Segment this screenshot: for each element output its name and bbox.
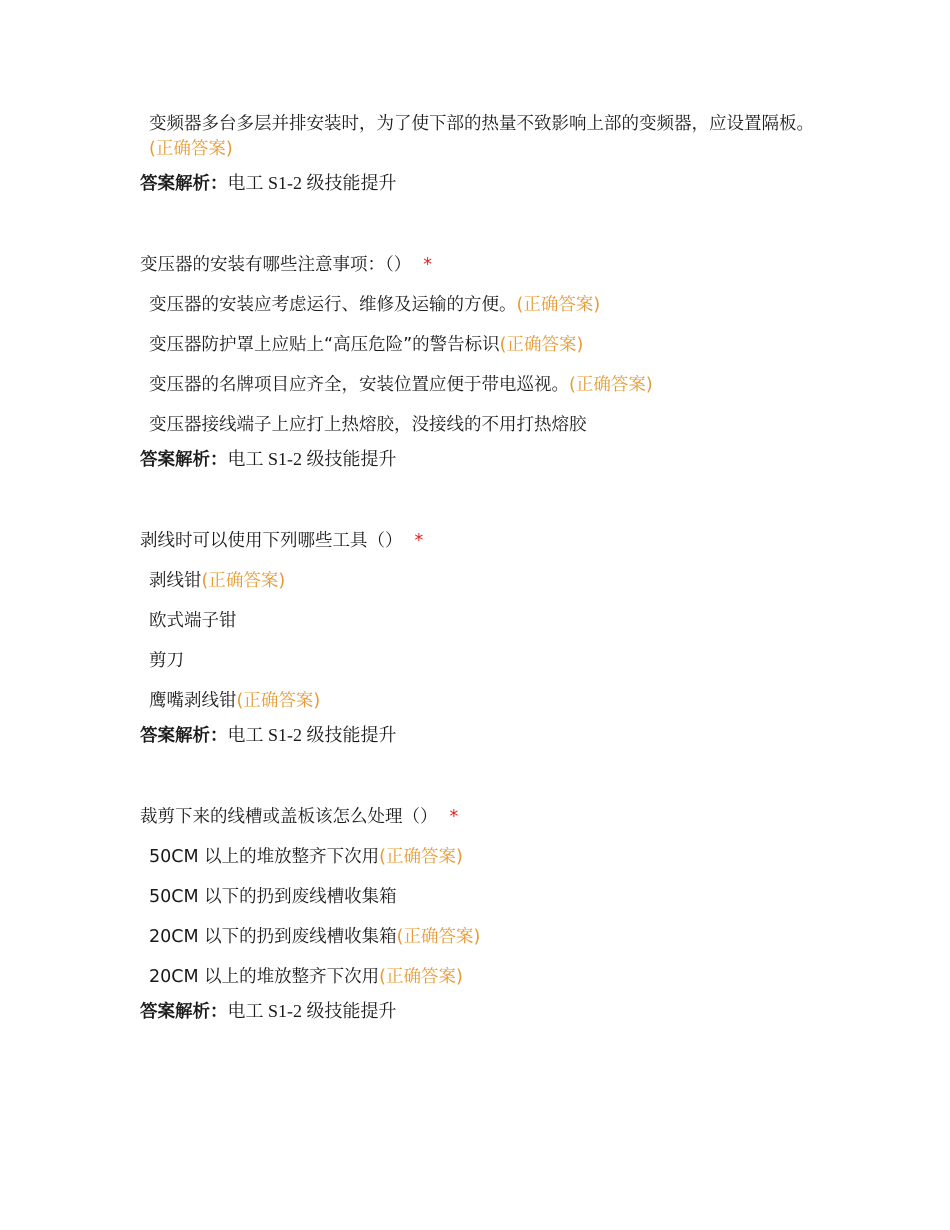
explanation-label: 答案解析：: [140, 1002, 228, 1022]
required-star: *: [423, 255, 432, 275]
question-title: [140, 529, 820, 554]
option-text: 变压器接线端子上应打上热熔胶，没接线的不用打热熔胶: [149, 415, 587, 435]
option-text: 变频器多台多层并排安装时，为了使下部的热量不致影响上部的变频器，应设置隔板。: [149, 114, 814, 134]
option-text: 变压器防护罩上应贴上“高压危险”的警告标识: [149, 335, 500, 355]
option-text: 20CM 以上的堆放整齐下次用: [149, 967, 380, 987]
option-q1-0[interactable]: [140, 293, 820, 318]
question-title-text: 裁剪下来的线槽或盖板该怎么处理（）: [140, 807, 438, 827]
option-text: 剥线钳: [149, 571, 202, 591]
option-text: 变压器的名牌项目应齐全，安装位置应便于带电巡视。: [149, 375, 569, 395]
option-q3-3[interactable]: [140, 965, 820, 990]
question-title-text: 变压器的安装有哪些注意事项：（）: [140, 255, 412, 275]
answer-explanation: [140, 723, 820, 749]
option-q0-0: [140, 112, 820, 162]
correct-answer-tag: (正确答案): [379, 847, 463, 867]
option-q2-1[interactable]: [140, 609, 820, 634]
question-3: [140, 805, 820, 1025]
option-q2-3[interactable]: [140, 689, 820, 714]
question-title: [140, 805, 820, 830]
correct-answer-tag: (正确答案): [149, 139, 233, 159]
question-2: [140, 529, 820, 749]
correct-answer-tag: (正确答案): [569, 375, 653, 395]
explanation-label: 答案解析：: [140, 450, 228, 470]
option-text: 变压器的安装应考虑运行、维修及运输的方便。: [149, 295, 517, 315]
option-text: 鹰嘴剥线钳: [149, 691, 237, 711]
option-q2-2[interactable]: [140, 649, 820, 674]
option-q1-2[interactable]: [140, 373, 820, 398]
option-text: 20CM 以下的扔到废线槽收集箱: [149, 927, 397, 947]
explanation-label: 答案解析：: [140, 726, 228, 746]
option-q2-0[interactable]: [140, 569, 820, 594]
quiz-document: [140, 112, 820, 1025]
answer-explanation: [140, 171, 820, 197]
option-q3-1[interactable]: [140, 885, 820, 910]
option-q1-3[interactable]: [140, 413, 820, 438]
option-text: 50CM 以下的扔到废线槽收集箱: [149, 887, 397, 907]
option-q3-0[interactable]: [140, 845, 820, 870]
answer-explanation: [140, 447, 820, 473]
correct-answer-tag: (正确答案): [379, 967, 463, 987]
option-text: 50CM 以上的堆放整齐下次用: [149, 847, 380, 867]
question-title: [140, 253, 820, 278]
correct-answer-tag: (正确答案): [201, 571, 286, 591]
explanation-text: 电工 S1-2 级技能提升: [227, 173, 397, 193]
option-q3-2[interactable]: [140, 925, 820, 950]
option-text: 欧式端子钳: [149, 611, 237, 631]
correct-answer-tag: (正确答案): [236, 691, 321, 711]
explanation-label: 答案解析：: [140, 174, 228, 194]
explanation-text: 电工 S1-2 级技能提升: [227, 449, 397, 469]
explanation-text: 电工 S1-2 级技能提升: [227, 725, 397, 745]
correct-answer-tag: (正确答案): [396, 927, 481, 947]
explanation-text: 电工 S1-2 级技能提升: [227, 1001, 397, 1021]
required-star: *: [449, 807, 459, 827]
correct-answer-tag: (正确答案): [516, 295, 601, 315]
answer-explanation: [140, 999, 820, 1025]
option-q1-1[interactable]: [140, 333, 820, 358]
option-text: 剪刀: [149, 651, 184, 671]
question-title-text: 剥线时可以使用下列哪些工具（）: [140, 531, 403, 551]
correct-answer-tag: (正确答案): [499, 335, 584, 355]
question-0: [140, 112, 820, 197]
question-1: [140, 253, 820, 473]
required-star: *: [414, 531, 424, 551]
